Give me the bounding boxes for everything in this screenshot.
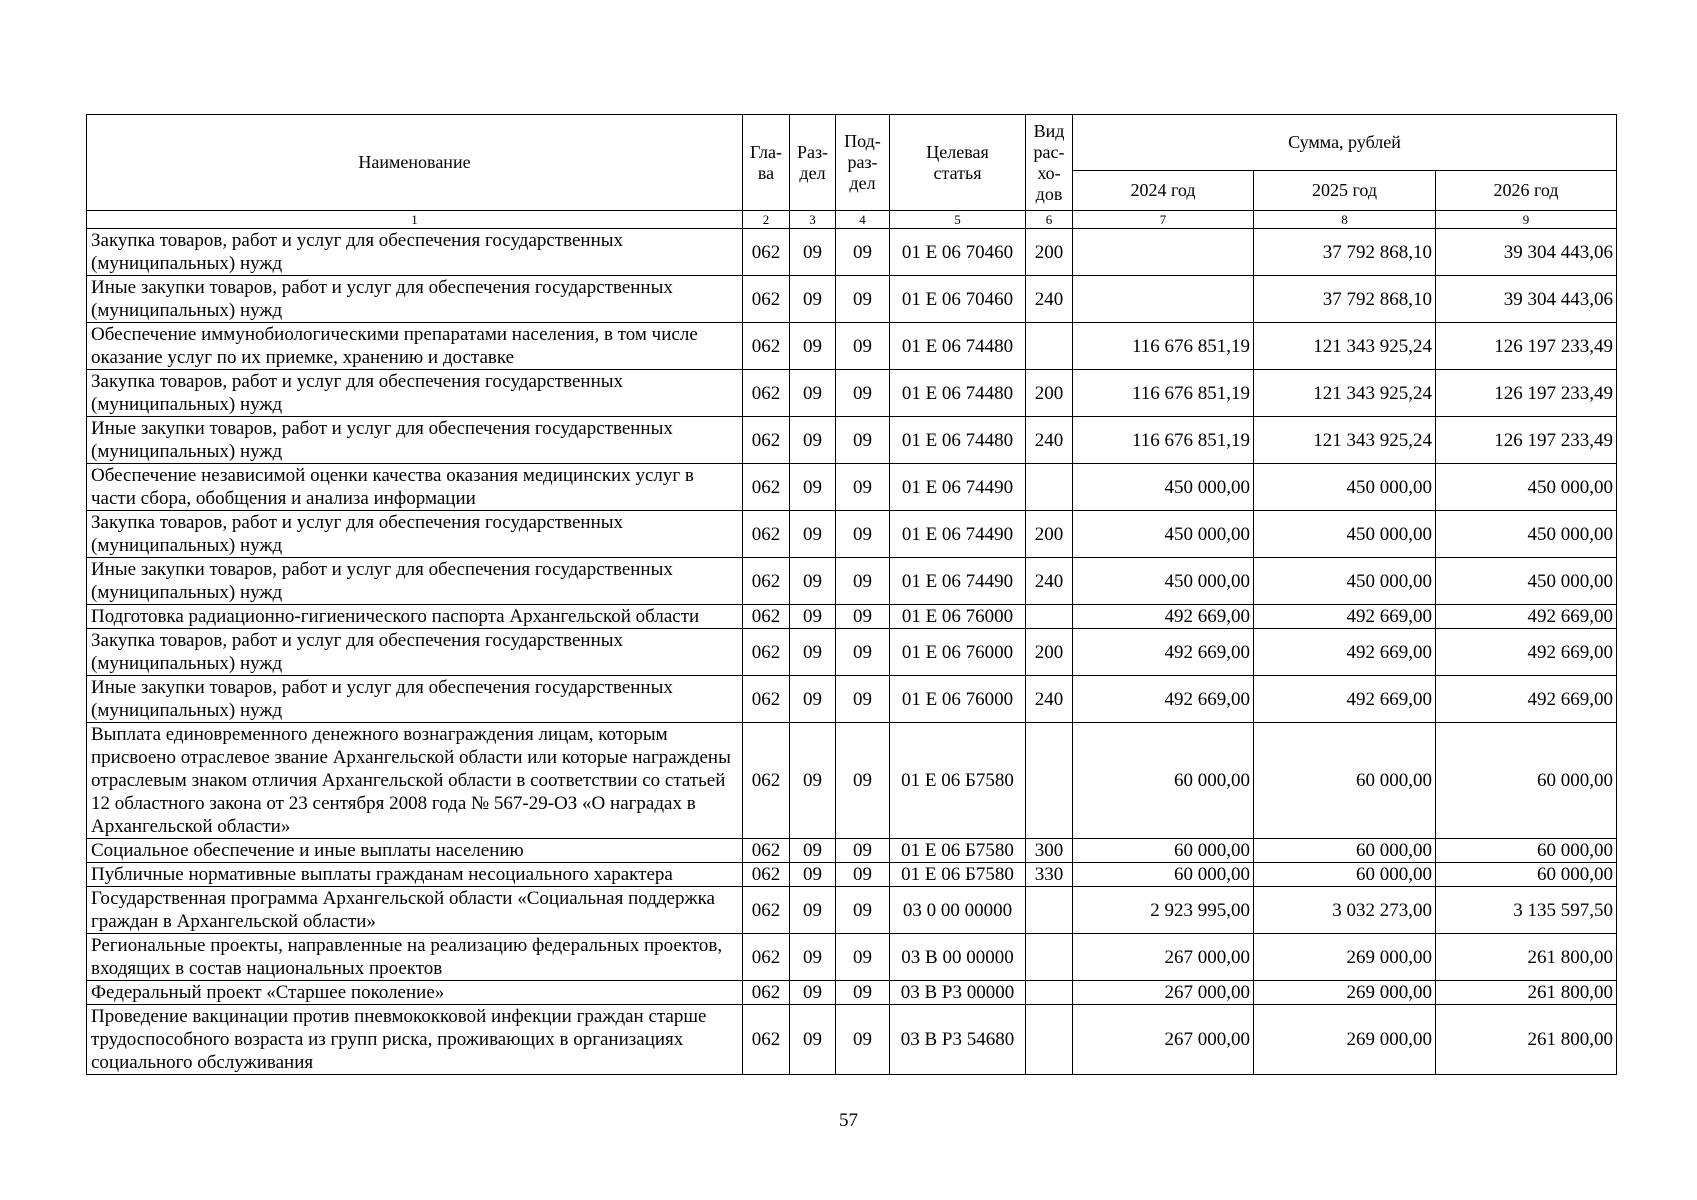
cell-2025: 269 000,00 [1254, 934, 1436, 981]
cell-2024: 267 000,00 [1073, 934, 1254, 981]
cell-2026: 261 800,00 [1436, 981, 1617, 1005]
cell-glava: 062 [743, 229, 790, 276]
cell-name: Закупка товаров, работ и услуг для обеспечения государственных (муниципальных) нужд [87, 629, 743, 676]
cell-vid: 200 [1026, 511, 1073, 558]
cell-2026: 450 000,00 [1436, 558, 1617, 605]
cell-2025: 60 000,00 [1254, 723, 1436, 839]
cell-vid [1026, 464, 1073, 511]
cell-podrazdel: 09 [836, 1005, 890, 1075]
cell-razdel: 09 [790, 417, 836, 464]
cell-2024: 450 000,00 [1073, 558, 1254, 605]
cell-2026: 261 800,00 [1436, 934, 1617, 981]
cell-2025: 3 032 273,00 [1254, 887, 1436, 934]
cell-name: Обеспечение иммунобиологическими препаратами населения, в том числе оказание услуг по их приемке, хранению и доставке [87, 323, 743, 370]
cell-2024: 60 000,00 [1073, 839, 1254, 863]
cell-statya: 01 Е 06 70460 [890, 229, 1026, 276]
cell-statya: 03 0 00 00000 [890, 887, 1026, 934]
cell-podrazdel: 09 [836, 629, 890, 676]
table-row [87, 276, 1617, 323]
cell-2024 [1073, 229, 1254, 276]
header-name: Наименование [87, 115, 743, 211]
cell-name: Иные закупки товаров, работ и услуг для обеспечения государственных (муниципальных) нужд [87, 417, 743, 464]
cell-statya: 01 Е 06 70460 [890, 276, 1026, 323]
table-row [87, 981, 1617, 1005]
cell-vid [1026, 981, 1073, 1005]
table-row [87, 629, 1617, 676]
cell-2024: 492 669,00 [1073, 629, 1254, 676]
table-row [87, 863, 1617, 887]
cell-glava: 062 [743, 839, 790, 863]
cell-razdel: 09 [790, 676, 836, 723]
cell-razdel: 09 [790, 558, 836, 605]
cell-razdel: 09 [790, 839, 836, 863]
cell-name: Иные закупки товаров, работ и услуг для обеспечения государственных (муниципальных) нужд [87, 676, 743, 723]
table-row [87, 605, 1617, 629]
table-body [87, 229, 1617, 1075]
cell-2026: 126 197 233,49 [1436, 323, 1617, 370]
cell-2026: 492 669,00 [1436, 629, 1617, 676]
cell-podrazdel: 09 [836, 558, 890, 605]
cell-2024: 2 923 995,00 [1073, 887, 1254, 934]
header-podrazdel [836, 115, 890, 211]
header-razdel-text: Раз- дел [796, 141, 829, 183]
column-number: 9 [1436, 211, 1617, 229]
table-row [87, 839, 1617, 863]
cell-vid [1026, 887, 1073, 934]
cell-2026: 450 000,00 [1436, 511, 1617, 558]
header-glava-text: Гла- ва [749, 141, 783, 183]
table-row [87, 723, 1617, 839]
cell-2026: 39 304 443,06 [1436, 229, 1617, 276]
cell-razdel: 09 [790, 723, 836, 839]
cell-name: Закупка товаров, работ и услуг для обеспечения государственных (муниципальных) нужд [87, 511, 743, 558]
cell-statya: 01 Е 06 74480 [890, 370, 1026, 417]
header-statya [890, 115, 1026, 211]
cell-vid [1026, 1005, 1073, 1075]
cell-2026: 492 669,00 [1436, 605, 1617, 629]
column-number-row [87, 211, 1617, 229]
cell-statya: 01 Е 06 Б7580 [890, 839, 1026, 863]
cell-statya: 03 В 00 00000 [890, 934, 1026, 981]
cell-razdel: 09 [790, 276, 836, 323]
header-podrazdel-text: Под- раз- дел [844, 131, 881, 193]
cell-2024: 267 000,00 [1073, 981, 1254, 1005]
cell-razdel: 09 [790, 511, 836, 558]
cell-name: Публичные нормативные выплаты гражданам несоциального характера [87, 863, 743, 887]
cell-2026: 450 000,00 [1436, 464, 1617, 511]
budget-table [86, 114, 1617, 1075]
cell-podrazdel: 09 [836, 723, 890, 839]
column-number: 4 [836, 211, 890, 229]
cell-2024: 116 676 851,19 [1073, 417, 1254, 464]
cell-statya: 03 В Р3 54680 [890, 1005, 1026, 1075]
cell-2025: 492 669,00 [1254, 605, 1436, 629]
cell-2024: 60 000,00 [1073, 863, 1254, 887]
cell-glava: 062 [743, 629, 790, 676]
cell-2024: 116 676 851,19 [1073, 370, 1254, 417]
cell-2026: 126 197 233,49 [1436, 370, 1617, 417]
cell-name: Закупка товаров, работ и услуг для обеспечения государственных (муниципальных) нужд [87, 229, 743, 276]
cell-vid: 240 [1026, 676, 1073, 723]
cell-podrazdel: 09 [836, 276, 890, 323]
cell-glava: 062 [743, 887, 790, 934]
header-glava [743, 115, 790, 211]
cell-razdel: 09 [790, 464, 836, 511]
cell-vid: 330 [1026, 863, 1073, 887]
table-row [87, 229, 1617, 276]
cell-2024: 450 000,00 [1073, 464, 1254, 511]
cell-vid: 200 [1026, 370, 1073, 417]
cell-2024: 60 000,00 [1073, 723, 1254, 839]
cell-podrazdel: 09 [836, 229, 890, 276]
cell-2026: 492 669,00 [1436, 676, 1617, 723]
cell-2025: 121 343 925,24 [1254, 370, 1436, 417]
cell-2025: 121 343 925,24 [1254, 323, 1436, 370]
cell-glava: 062 [743, 464, 790, 511]
table-row [87, 676, 1617, 723]
cell-2025: 450 000,00 [1254, 464, 1436, 511]
cell-name: Государственная программа Архангельской области «Социальная поддержка граждан в Архангельской области» [87, 887, 743, 934]
table-row [87, 464, 1617, 511]
cell-razdel: 09 [790, 323, 836, 370]
cell-statya: 01 Е 06 74480 [890, 417, 1026, 464]
cell-podrazdel: 09 [836, 370, 890, 417]
cell-2025: 450 000,00 [1254, 511, 1436, 558]
cell-podrazdel: 09 [836, 605, 890, 629]
cell-name: Обеспечение независимой оценки качества оказания медицинских услуг в части сбора, обобщения и анализа информации [87, 464, 743, 511]
header-razdel [790, 115, 836, 211]
cell-2024: 450 000,00 [1073, 511, 1254, 558]
cell-podrazdel: 09 [836, 934, 890, 981]
cell-2026: 60 000,00 [1436, 863, 1617, 887]
cell-statya: 01 Е 06 76000 [890, 676, 1026, 723]
cell-razdel: 09 [790, 887, 836, 934]
cell-glava: 062 [743, 1005, 790, 1075]
cell-podrazdel: 09 [836, 417, 890, 464]
cell-razdel: 09 [790, 981, 836, 1005]
cell-2025: 37 792 868,10 [1254, 276, 1436, 323]
header-2026: 2026 год [1436, 171, 1617, 211]
table-row [87, 887, 1617, 934]
cell-2026: 60 000,00 [1436, 723, 1617, 839]
cell-glava: 062 [743, 934, 790, 981]
cell-razdel: 09 [790, 1005, 836, 1075]
cell-name: Подготовка радиационно-гигиенического паспорта Архангельской области [87, 605, 743, 629]
header-summa: Сумма, рублей [1073, 115, 1617, 171]
cell-2025: 60 000,00 [1254, 863, 1436, 887]
cell-2025: 121 343 925,24 [1254, 417, 1436, 464]
cell-glava: 062 [743, 723, 790, 839]
table-row [87, 1005, 1617, 1075]
cell-glava: 062 [743, 981, 790, 1005]
cell-razdel: 09 [790, 934, 836, 981]
cell-vid: 300 [1026, 839, 1073, 863]
cell-podrazdel: 09 [836, 863, 890, 887]
cell-vid: 240 [1026, 558, 1073, 605]
cell-name: Федеральный проект «Старшее поколение» [87, 981, 743, 1005]
cell-2025: 492 669,00 [1254, 629, 1436, 676]
header-vid [1026, 115, 1073, 211]
table-row [87, 417, 1617, 464]
cell-2025: 492 669,00 [1254, 676, 1436, 723]
cell-name: Иные закупки товаров, работ и услуг для обеспечения государственных (муниципальных) нужд [87, 276, 743, 323]
cell-vid [1026, 723, 1073, 839]
cell-statya: 01 Е 06 76000 [890, 629, 1026, 676]
cell-razdel: 09 [790, 229, 836, 276]
table-header [87, 115, 1617, 229]
cell-2026: 39 304 443,06 [1436, 276, 1617, 323]
cell-2024: 492 669,00 [1073, 676, 1254, 723]
column-number: 3 [790, 211, 836, 229]
cell-2024: 492 669,00 [1073, 605, 1254, 629]
cell-statya: 01 Е 06 74490 [890, 464, 1026, 511]
cell-2025: 269 000,00 [1254, 981, 1436, 1005]
cell-statya: 01 Е 06 76000 [890, 605, 1026, 629]
cell-2025: 450 000,00 [1254, 558, 1436, 605]
cell-vid [1026, 323, 1073, 370]
cell-name: Региональные проекты, направленные на реализацию федеральных проектов, входящих в состав национальных проектов [87, 934, 743, 981]
cell-vid: 200 [1026, 229, 1073, 276]
cell-2026: 60 000,00 [1436, 839, 1617, 863]
cell-podrazdel: 09 [836, 887, 890, 934]
cell-statya: 03 В Р3 00000 [890, 981, 1026, 1005]
header-statya-text: Целевая статья [926, 141, 989, 183]
header-2025: 2025 год [1254, 171, 1436, 211]
column-number: 5 [890, 211, 1026, 229]
column-number: 7 [1073, 211, 1254, 229]
column-number: 6 [1026, 211, 1073, 229]
cell-glava: 062 [743, 323, 790, 370]
cell-podrazdel: 09 [836, 464, 890, 511]
table-row [87, 558, 1617, 605]
cell-glava: 062 [743, 605, 790, 629]
cell-glava: 062 [743, 558, 790, 605]
cell-podrazdel: 09 [836, 676, 890, 723]
cell-glava: 062 [743, 511, 790, 558]
cell-2026: 3 135 597,50 [1436, 887, 1617, 934]
cell-name: Социальное обеспечение и иные выплаты населению [87, 839, 743, 863]
table-row [87, 934, 1617, 981]
cell-2026: 261 800,00 [1436, 1005, 1617, 1075]
cell-name: Выплата единовременного денежного вознаграждения лицам, которым присвоено отраслевое звание Архангельской области или которые награждены отраслевым знаком отличия Архангельской области в соответствии со статьей 12 областного закона от 23 сентября 2008 года № 567-29-ОЗ «О наградах в Архангельской области» [87, 723, 743, 839]
header-vid-text: Вид рас- хо- дов [1033, 120, 1065, 204]
cell-vid: 200 [1026, 629, 1073, 676]
cell-2025: 37 792 868,10 [1254, 229, 1436, 276]
column-number: 8 [1254, 211, 1436, 229]
table-row [87, 511, 1617, 558]
cell-2025: 60 000,00 [1254, 839, 1436, 863]
cell-glava: 062 [743, 676, 790, 723]
column-number: 1 [87, 211, 743, 229]
cell-vid: 240 [1026, 417, 1073, 464]
cell-vid [1026, 934, 1073, 981]
cell-glava: 062 [743, 276, 790, 323]
cell-razdel: 09 [790, 370, 836, 417]
cell-2024: 116 676 851,19 [1073, 323, 1254, 370]
cell-statya: 01 Е 06 Б7580 [890, 863, 1026, 887]
cell-2026: 126 197 233,49 [1436, 417, 1617, 464]
cell-razdel: 09 [790, 863, 836, 887]
cell-statya: 01 Е 06 74480 [890, 323, 1026, 370]
table-row [87, 370, 1617, 417]
cell-glava: 062 [743, 417, 790, 464]
cell-glava: 062 [743, 863, 790, 887]
cell-podrazdel: 09 [836, 323, 890, 370]
cell-2025: 269 000,00 [1254, 1005, 1436, 1075]
cell-vid: 240 [1026, 276, 1073, 323]
cell-statya: 01 Е 06 74490 [890, 558, 1026, 605]
cell-statya: 01 Е 06 74490 [890, 511, 1026, 558]
cell-razdel: 09 [790, 605, 836, 629]
cell-podrazdel: 09 [836, 981, 890, 1005]
cell-2024 [1073, 276, 1254, 323]
header-2024: 2024 год [1073, 171, 1254, 211]
page-number: 57 [839, 1110, 858, 1131]
cell-podrazdel: 09 [836, 839, 890, 863]
cell-razdel: 09 [790, 629, 836, 676]
cell-name: Закупка товаров, работ и услуг для обеспечения государственных (муниципальных) нужд [87, 370, 743, 417]
cell-podrazdel: 09 [836, 511, 890, 558]
cell-statya: 01 Е 06 Б7580 [890, 723, 1026, 839]
cell-glava: 062 [743, 370, 790, 417]
cell-vid [1026, 605, 1073, 629]
table-row [87, 323, 1617, 370]
cell-2024: 267 000,00 [1073, 1005, 1254, 1075]
column-number: 2 [743, 211, 790, 229]
cell-name: Проведение вакцинации против пневмококковой инфекции граждан старше трудоспособного возраста из групп риска, проживающих в организациях социального обслуживания [87, 1005, 743, 1075]
cell-name: Иные закупки товаров, работ и услуг для обеспечения государственных (муниципальных) нужд [87, 558, 743, 605]
